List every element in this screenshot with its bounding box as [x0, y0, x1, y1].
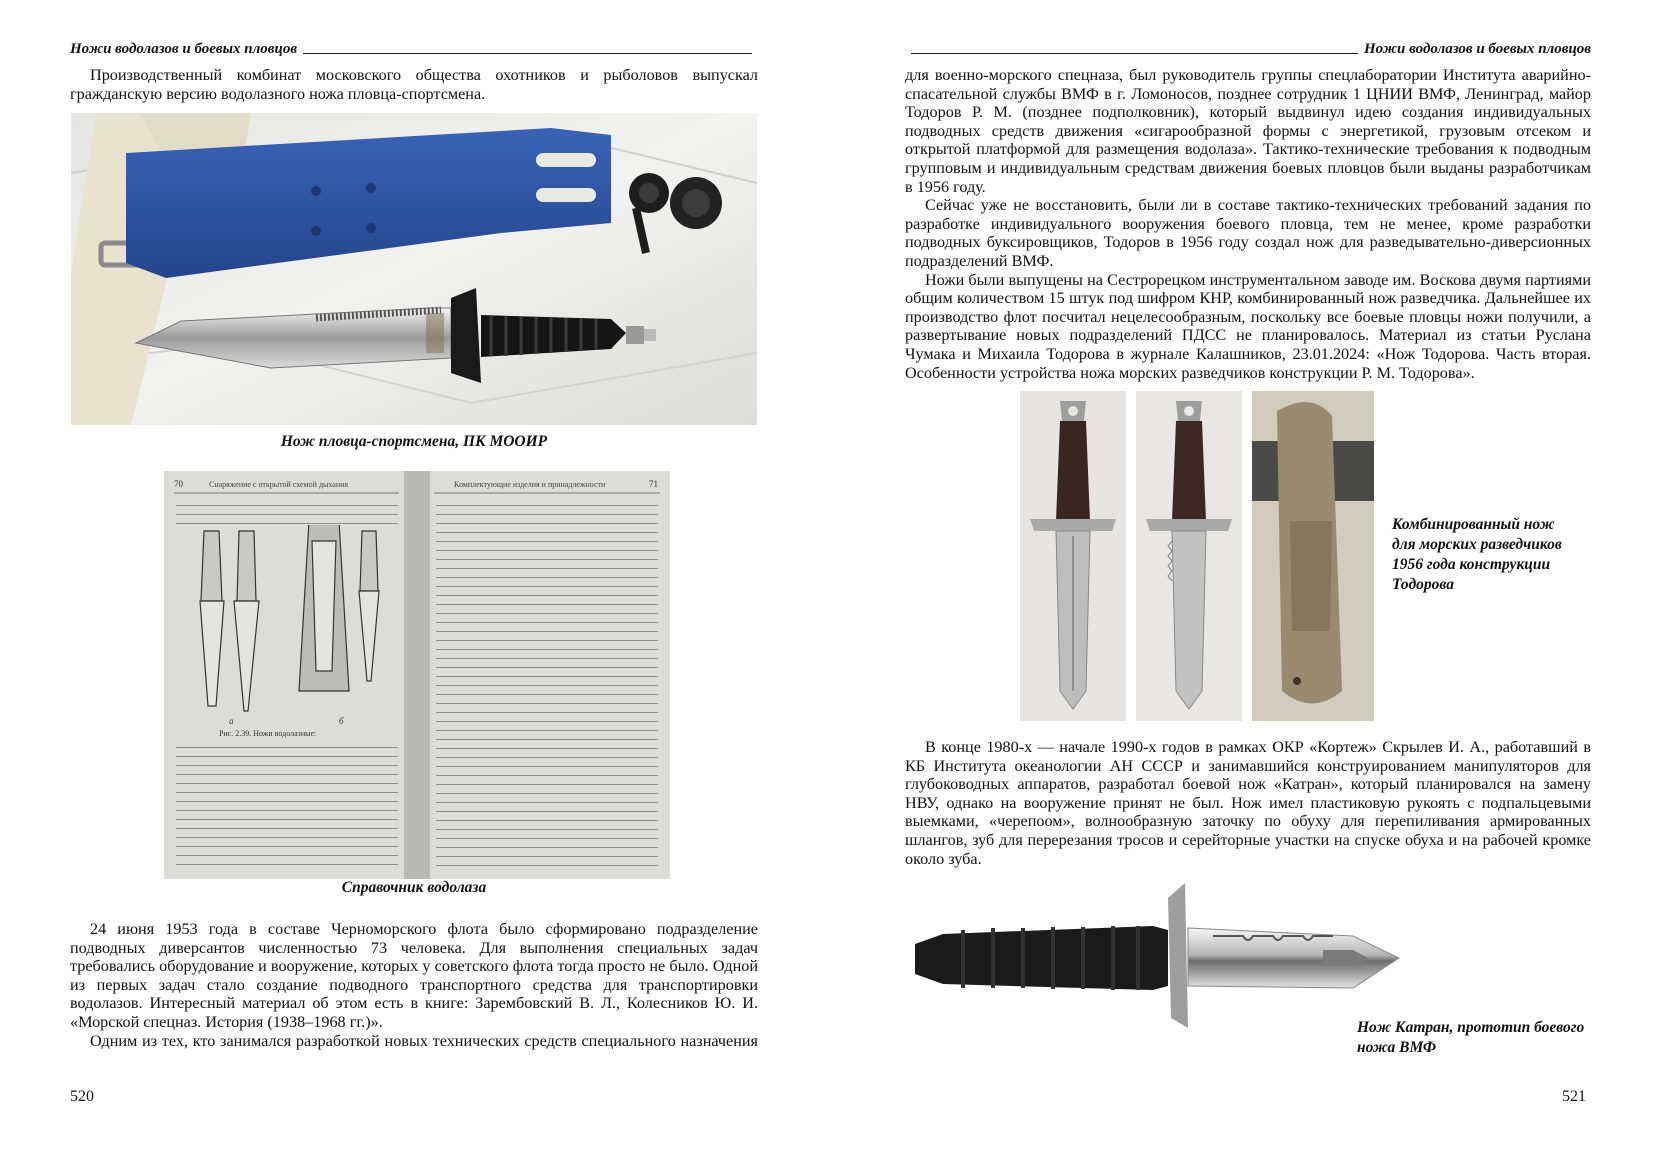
running-head-left: [70, 36, 758, 58]
handbook-left-header: Снаряжение с открытой схемой дыхания: [209, 480, 349, 489]
handbook-text-top-left: [176, 499, 398, 525]
right-page: [827, 0, 1653, 1169]
handbook-caption: Справочник водолаза: [341, 879, 487, 896]
running-head-title: Ножи водолазов и боевых пловцов: [1363, 41, 1591, 57]
header-rule: [303, 53, 752, 54]
todorov-sheath-illustration: [1252, 391, 1374, 721]
running-head-right: [905, 36, 1591, 58]
handbook-text-block-right: [436, 499, 658, 869]
todorov-knife-2-illustration: [1136, 391, 1242, 721]
intro-paragraph: Производственный комбинат московского общества охотников и рыболовов выпускал гражданскую версию водолазного ножа пловца-спортсмена.: [70, 66, 758, 103]
page-number-right: 521: [1562, 1088, 1586, 1105]
todorov-knife-caption: Комбинированный нож для морских разведчиков 1956 года конструкции Тодорова: [1392, 516, 1562, 593]
right-paragraph-3: Ножи были выпущены на Сестрорецком инструментальном заводе им. Воскова двумя партиями общим количеством 15 штук под шифром КНР, комбинированный нож разведчика. Дальнейшее их производство флот посчитал нецелесообразным, поскольку все боевые пловцы ножи получили, а развертывание новых подразделений ПДСС не планировалось. Материал из статьи Руслана Чумака и Михаила Тодорова в журнале Калашников, 23.01.2024: «Нож Тодорова. Часть вторая. Особенности устройства ножа морских разведчиков конструкции Р. М. Тодорова».: [905, 270, 1591, 382]
todorov-knife-1-illustration: [1020, 391, 1126, 721]
right-top-text: [905, 66, 1591, 382]
handbook-right-header: Комплектующие изделия и принадлежности: [454, 480, 606, 489]
katran-paragraph: В конце 1980-х — начале 1990-х годов в рамках ОКР «Кортеж» Скрылев И. А., работавший в КБ Института океанологии АН СССР и занимавшийся конструированием манипуляторов для глубоководных аппаратов, разработал боевой нож «Катран», который планировался на замену НВУ, однако на вооружение принят не был. Нож имел пластиковую рукоять с подпальцевыми выемками, «черепоом», волнообразную заточку по обуху для перепиливания армированных шлангов, зуб для перерезания тросов и серейторные участки на спуске обуха и на рабочей кромке около зуба.: [905, 738, 1591, 868]
handbook-left-folio: 70: [174, 479, 183, 489]
handbook-figure-label-a: а: [229, 716, 234, 726]
intro-text: [70, 66, 758, 103]
handbook-figure-caption: Рис. 2.39. Ножи водолазные:: [219, 729, 317, 738]
page-number-left: 520: [70, 1088, 94, 1105]
running-head-title: Ножи водолазов и боевых пловцов: [70, 41, 298, 57]
right-paragraph-2: Сейчас уже не восстановить, были ли в составе тактико-технических требований задания по разработке индивидуального вооружения боевого пловца, тем не менее, кроме разработки подводных буксировщиков, Тодоров в 1956 году создал нож для разведывательно-диверсионных подразделений ВМФ.: [905, 196, 1591, 270]
handbook-right-folio: 71: [649, 479, 658, 489]
left-page: [0, 0, 826, 1169]
todorov-sheath-photo: [1252, 391, 1374, 721]
knife-sheath-illustration: [71, 113, 757, 425]
body-paragraph-1: 24 июня 1953 года в составе Черноморского флота было сформировано подразделение подводных диверсантов численностью 73 человека. Для выполнения специальных задач требовались оборудование и вооружение, которых у советского флота тогда просто не было. Одной из первых задач стало создание подводного транспортного средства для транспортировки водолазов. Интересный материал об этом есть в книге: Зарембовский В. Л., Колесников Ю. И. «Морской спецназ. История (1938–1968 гг.)».: [70, 920, 758, 1031]
katran-caption: Нож Катран, прототип боевого ножа ВМФ: [1357, 1019, 1585, 1056]
knife-sheath-photo: [71, 113, 757, 425]
body-paragraph-2: Одним из тех, кто занимался разработкой новых технических средств специального назначения: [90, 1031, 758, 1050]
katran-text: [905, 738, 1591, 868]
katran-knife-illustration: [913, 878, 1403, 1038]
handbook-text-block-left: [176, 741, 398, 871]
todorov-knife-photo-1: [1020, 391, 1126, 721]
header-rule: [911, 53, 1358, 54]
continued-paragraph: для военно-морского спецназа, был руководитель группы спецлаборатории Института аварийно-спасательной службы ВМФ в г. Ломоносов, позднее сотрудник 1 ЦНИИ ВМФ, Ленинград, майор Тодоров Р. М. (позднее подполковник), который выдвинул идею создания индивидуальных подводных средств движения «сигарообразной формы с энергетикой, грузовым отсеком и открытой платформой для размещения водолаза». Тактико-технические требования к подводным групповым и индивидуальным средствам движения боевых пловцов были выданы разработчикам в 1956 году.: [905, 66, 1591, 196]
handbook-figure-label-b: б: [339, 716, 344, 726]
diver-handbook-photo: [164, 471, 670, 879]
todorov-knife-photo-2: [1136, 391, 1242, 721]
left-body-text: [70, 920, 758, 1050]
katran-knife-photo: [913, 878, 1403, 1038]
knife-photo-caption: Нож пловца-спортсмена, ПК МООИР: [280, 433, 548, 450]
